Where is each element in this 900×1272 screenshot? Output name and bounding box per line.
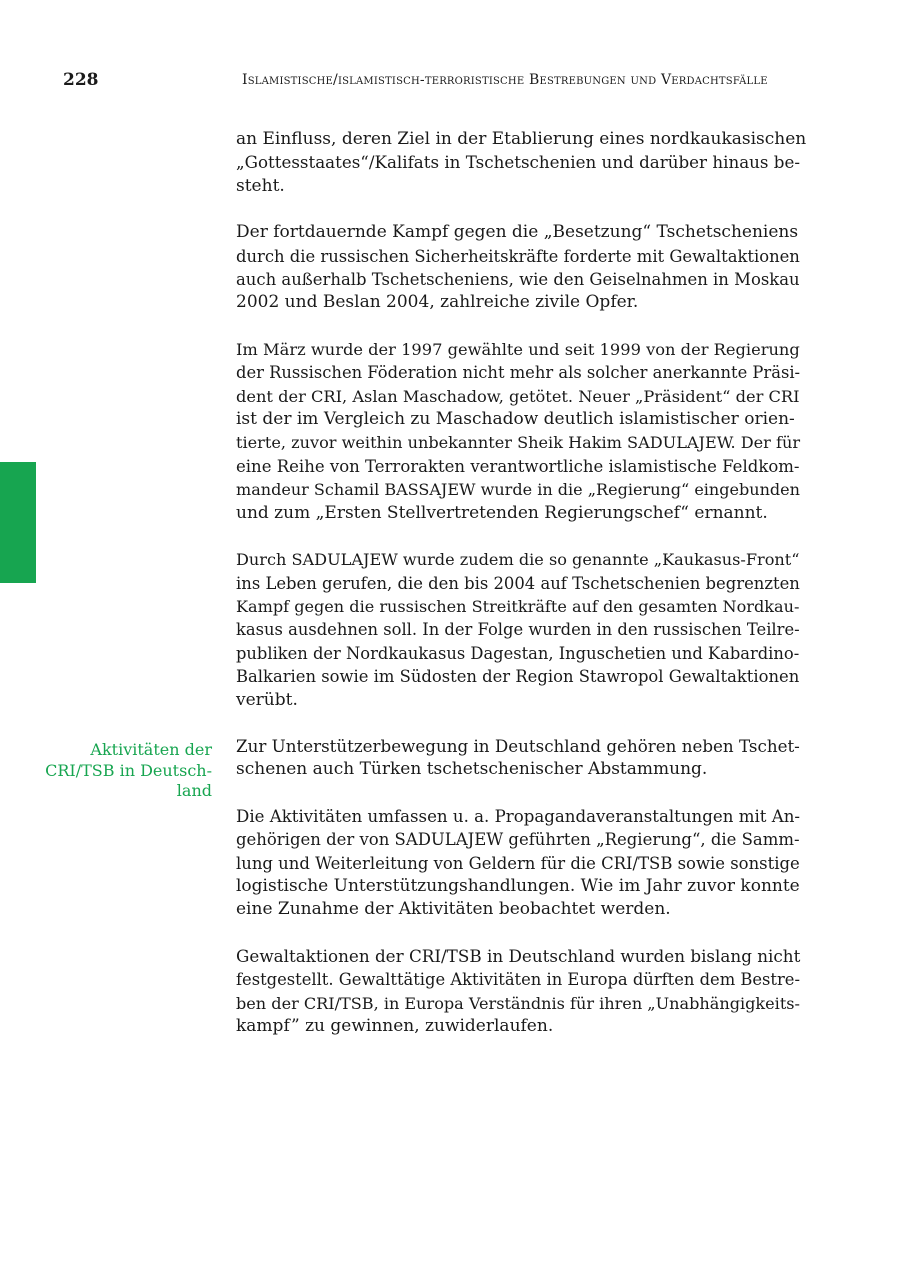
paragraph-4 (236, 548, 806, 712)
text-line: dent der CRI, Aslan Maschadow, getötet. Neuer „Präsident“ der CRI (236, 386, 800, 406)
text-line: durch die russischen Sicherheitskräfte forderte mit Gewaltaktionen (236, 246, 800, 266)
paragraph-1 (236, 128, 806, 198)
page-number: 228 (63, 70, 99, 90)
text-line: publiken der Nordkaukasus Dagestan, Inguschetien und Kabardino- (236, 643, 800, 663)
text-line: Im März wurde der 1997 gewählte und seit 1999 von der Regierung (236, 339, 800, 359)
text-line: mandeur Schamil BASSAJEW wurde in die „Regierung“ eingebunden (236, 480, 800, 500)
text-line: der Russischen Föderation nicht mehr als solcher anerkannte Präsi- (236, 363, 801, 383)
text-line: logistische Unterstützungshandlungen. Wie im Jahr zuvor konnte (236, 875, 800, 896)
text-line: lung und Weiterleitung von Geldern für die CRI/TSB sowie sonstige (236, 853, 800, 873)
text-line: ist der im Vergleich zu Maschadow deutlich islamistischer orien- (236, 409, 795, 430)
text-line: Zur Unterstützerbewegung in Deutschland gehören neben Tschet- (236, 735, 800, 756)
margin-note-line: CRI/TSB in Deutsch- (45, 760, 212, 780)
text-line: kasus ausdehnen soll. In der Folge wurden in den russischen Teilre- (236, 620, 800, 640)
text-line: Der fortdauernde Kampf gegen die „Besetzung“ Tschetscheniens (236, 222, 799, 243)
text-line: Balkarien sowie im Südosten der Region Stawropol Gewaltaktionen (236, 667, 800, 687)
text-line: auch außerhalb Tschetscheniens, wie den Geiselnahmen in Moskau (236, 270, 800, 290)
text-line: 2002 und Beslan 2004, zahlreiche zivile Opfer. (236, 292, 639, 313)
chapter-tab-marker (0, 462, 36, 583)
paragraph-3 (236, 338, 806, 525)
text-line: kampf” zu gewinnen, zuwiderlaufen. (236, 1016, 554, 1036)
text-line: schenen auch Türken tschetschenischer Abstammung. (236, 759, 708, 780)
text-line: an Einfluss, deren Ziel in der Etablierung eines nordkaukasischen (236, 129, 807, 149)
text-line: Durch SADULAJEW wurde zudem die so genannte „Kaukasus-Front“ (236, 550, 800, 570)
running-head: Islamistische/islamistisch-terroristische Bestrebungen und Verdachtsfälle (242, 72, 768, 88)
margin-note-line: land (176, 781, 212, 800)
margin-note (40, 740, 212, 802)
text-line: eine Reihe von Terrorakten verantwortliche islamistische Feldkom- (236, 456, 800, 476)
text-line: Gewaltaktionen der CRI/TSB in Deutschland wurden bislang nicht (236, 945, 801, 966)
paragraph-7 (236, 945, 806, 1039)
text-line: und zum „Ersten Stellvertretenden Regierungschef“ ernannt. (236, 502, 768, 523)
text-line: „Gottesstaates“/Kalifats in Tschetschenien und darüber hinaus be- (236, 152, 801, 173)
body-text (236, 128, 806, 1061)
text-line: steht. (236, 175, 285, 196)
paragraph-5 (236, 735, 806, 782)
text-line: festgestellt. Gewalttätige Aktivitäten in Europa dürften dem Bestre- (236, 970, 800, 990)
text-line: Die Aktivitäten umfassen u. a. Propagandaveranstaltungen mit An- (236, 806, 801, 826)
text-line: verübt. (236, 689, 298, 710)
text-line: ins Leben gerufen, die den bis 2004 auf Tschetschenien begrenzten (236, 573, 800, 593)
text-line: Kampf gegen die russischen Streitkräfte auf den gesamten Nordkau- (236, 596, 800, 616)
text-line: tierte, zuvor weithin unbekannter Sheik Hakim SADULAJEW. Der für (236, 433, 801, 453)
text-line: eine Zunahme der Aktivitäten beobachtet werden. (236, 899, 671, 920)
paragraph-2 (236, 221, 806, 315)
text-line: ben der CRI/TSB, in Europa Verständnis für ihren „Unabhängigkeits- (236, 993, 800, 1013)
paragraph-6 (236, 805, 806, 922)
margin-note-line: Aktivitäten der (90, 740, 212, 759)
text-line: gehörigen der von SADULAJEW geführten „Regierung“, die Samm- (236, 830, 800, 850)
